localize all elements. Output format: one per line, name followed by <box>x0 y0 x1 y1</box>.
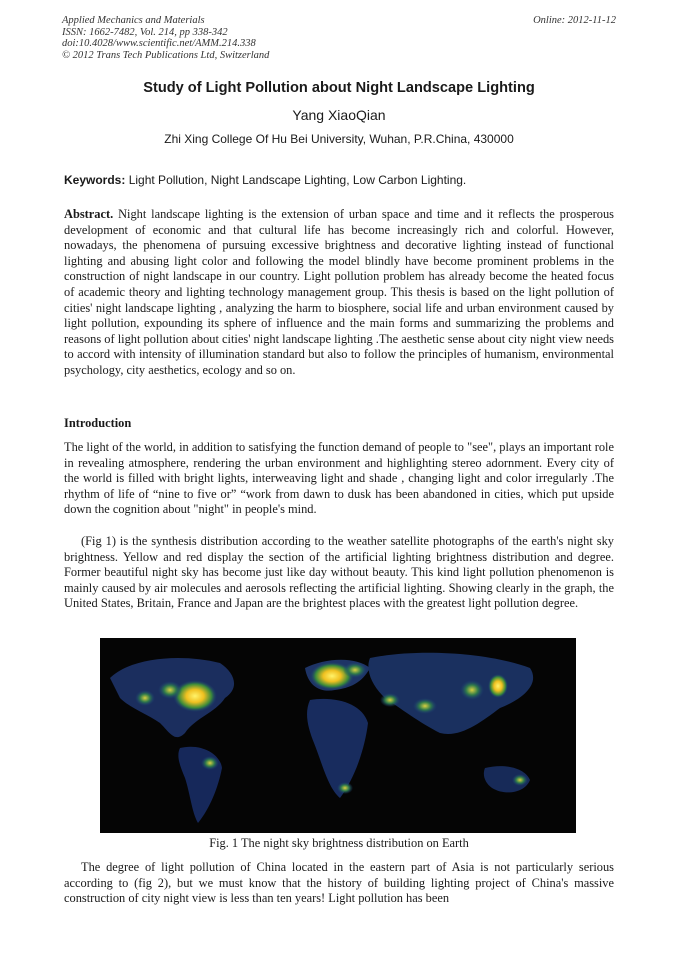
intro-paragraph-1: The light of the world, in addition to satisfying the function demand of people to "see", plays an important role in revealing atmosphere, rendering the urban environment and highlighting stereo adornment. Every city of the world is filled with bright lights, interweaving light and shade , changing light and color irregularly .The rhythm of life of “nine to five or” “work from dawn to dusk has been abandoned in cities, which put upside down the cognition about "night" in people's mind. <box>64 440 614 517</box>
paper-title: Study of Light Pollution about Night Landscape Lighting <box>143 80 535 96</box>
keywords-label: Keywords: <box>64 173 126 187</box>
paper-author: Yang XiaoQian <box>292 107 386 123</box>
intro-paragraph-2: (Fig 1) is the synthesis distribution according to the weather satellite photographs of the earth's night sky brightness. Yellow and red display the section of the artificial lighting brightness distribution and degree. Former beautiful night sky has become just like day without beauty. This kind light pollution phenomenon is mainly caused by air molecules and aerosols reflecting the artificial lighting. Showing clearly in the graph, the United States, Britain, France and Japan are the brightest places with the greatest light pollution degree. <box>64 534 614 611</box>
intro-paragraph-3: The degree of light pollution of China located in the eastern part of Asia is not particularly serious according to (fig 2), but we must know that the history of building lighting project of China's massive construction of city night view is less than ten years! Light pollution has been <box>64 860 614 906</box>
abstract-label: Abstract. <box>64 207 114 221</box>
issn-line: ISSN: 1662-7482, Vol. 214, pp 338-342 <box>62 26 228 38</box>
doi-line: doi:10.4028/www.scientific.net/AMM.214.338 <box>62 38 256 50</box>
abstract-text: Night landscape lighting is the extension of urban space and time and it reflects the prosperous development of economic and that cultural life has become increasingly rich and colorful. However, nowadays, the phenomena of pursuing excessive brightness and decorative lighting instead of functional lighting and abusing light color and following the model blindly have become prominent problems in the construction of night landscape in our country. Light pollution problem has already become the heated focus of academic theory and lighting technology management group. This thesis is based on the light pollution of cities' night landscape lighting , analyzing the harm to biosphere, social life and urban environment caused by light pollution, expounding its sphere of influence and the main forms and summarizing the problems and reasons of light pollution about cities' night landscape lighting .The aesthetic sense about city night view needs to accord with intensity of illumination standard but also to follow the principles of humanism, environmental psychology, city aesthetics, ecology and so on. <box>64 207 614 377</box>
introduction-heading: Introduction <box>64 416 132 430</box>
figure-caption: Fig. 1 The night sky brightness distribution on Earth <box>209 836 469 850</box>
night-earth-map-image <box>100 638 576 833</box>
copyright-line: © 2012 Trans Tech Publications Ltd, Switzerland <box>62 49 270 61</box>
online-date: Online: 2012-11-12 <box>533 15 616 26</box>
keywords-text: Light Pollution, Night Landscape Lighting, Low Carbon Lighting. <box>128 173 467 187</box>
keywords-line <box>64 173 616 187</box>
abstract-paragraph <box>64 207 614 379</box>
paper-affiliation: Zhi Xing College Of Hu Bei University, Wuhan, P.R.China, 430000 <box>164 132 514 146</box>
journal-name: Applied Mechanics and Materials <box>62 15 205 26</box>
journal-header <box>62 15 616 61</box>
